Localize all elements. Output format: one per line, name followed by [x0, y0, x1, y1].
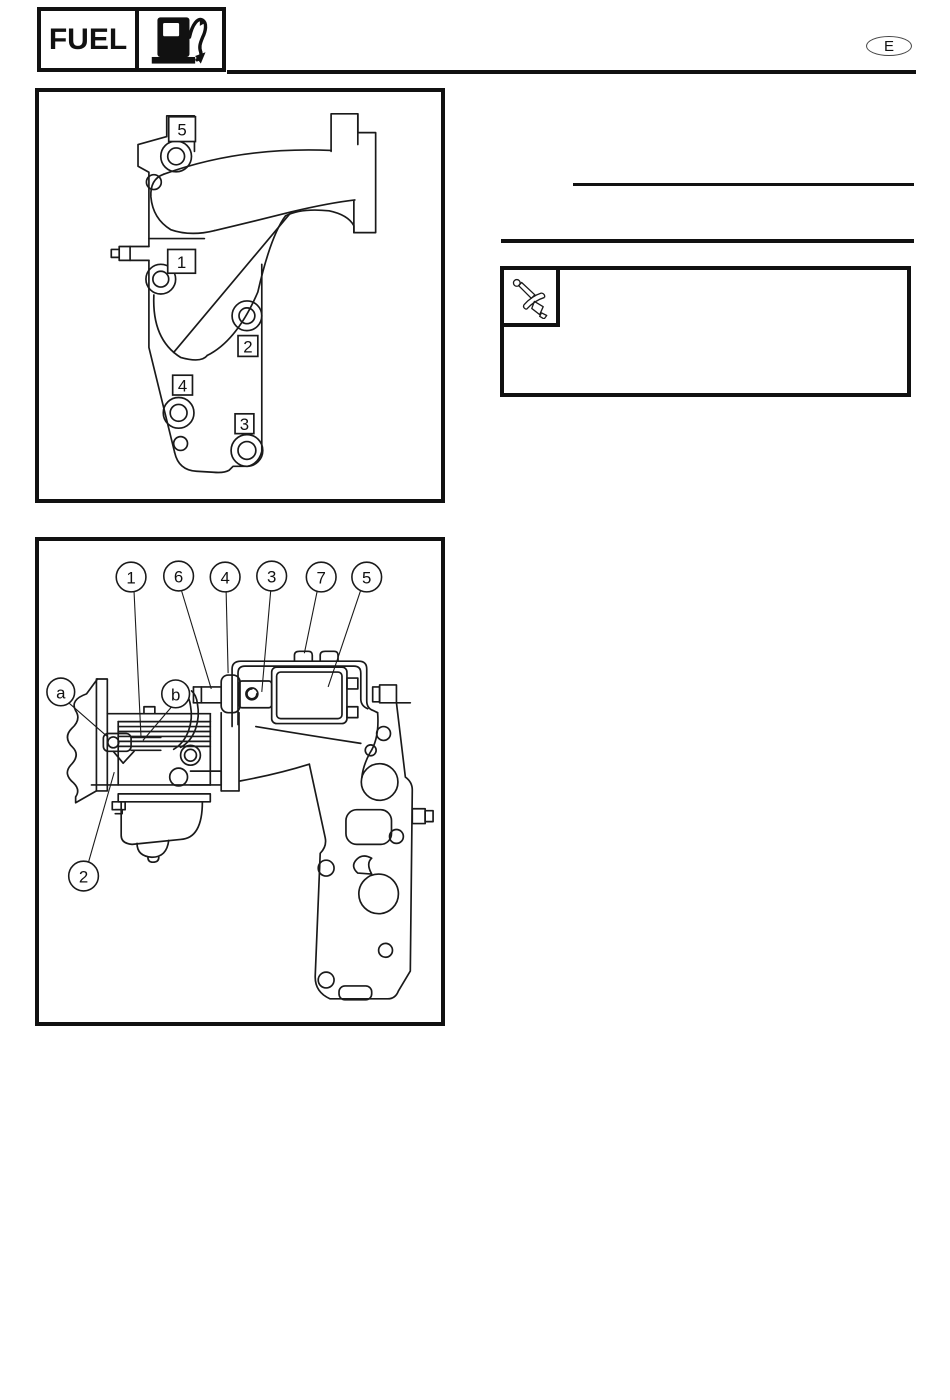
subsection-rule — [573, 183, 914, 186]
svg-text:5: 5 — [177, 120, 187, 140]
svg-text:6: 6 — [173, 567, 184, 587]
note-box — [500, 266, 911, 397]
svg-text:2: 2 — [243, 337, 253, 357]
special-tool-icon — [504, 270, 560, 327]
svg-text:4: 4 — [220, 568, 230, 588]
part-callout-4 — [210, 562, 240, 592]
section-title: FUEL — [48, 22, 128, 56]
svg-text:3: 3 — [239, 415, 250, 435]
figure-carburetor-assembly — [35, 537, 445, 1026]
part-callout-2 — [69, 861, 99, 891]
part-callout-1 — [116, 562, 146, 592]
part-callout-7 — [306, 562, 336, 592]
svg-text:a: a — [56, 683, 66, 703]
svg-text:7: 7 — [316, 568, 326, 588]
bolt-label-4 — [173, 375, 193, 395]
svg-text:1: 1 — [176, 252, 187, 272]
manifold-drawing — [39, 92, 441, 499]
svg-text:2: 2 — [78, 867, 89, 887]
svg-text:b: b — [170, 685, 181, 705]
bolt-label-3 — [235, 414, 254, 434]
bolt-label-2 — [238, 336, 258, 357]
svg-text:5: 5 — [362, 568, 372, 588]
detail-callout-b — [162, 680, 190, 708]
bolt-label-5 — [169, 117, 196, 142]
section-logo — [37, 7, 226, 72]
detail-callout-a — [47, 678, 75, 706]
figure-manifold-bolt-sequence — [35, 88, 445, 503]
bolt-label-1 — [168, 249, 196, 273]
svg-text:1: 1 — [126, 568, 136, 588]
fuel-pump-icon — [135, 11, 222, 68]
section-rule — [501, 239, 914, 243]
carburetor-drawing — [39, 541, 441, 1022]
language-badge: E — [866, 36, 912, 56]
svg-text:4: 4 — [177, 376, 188, 396]
svg-text:3: 3 — [267, 567, 277, 587]
part-callout-6 — [164, 561, 194, 591]
part-callout-3 — [257, 561, 287, 591]
header-rule — [227, 70, 916, 74]
part-callout-5 — [352, 562, 382, 592]
leader-lines — [69, 590, 361, 862]
